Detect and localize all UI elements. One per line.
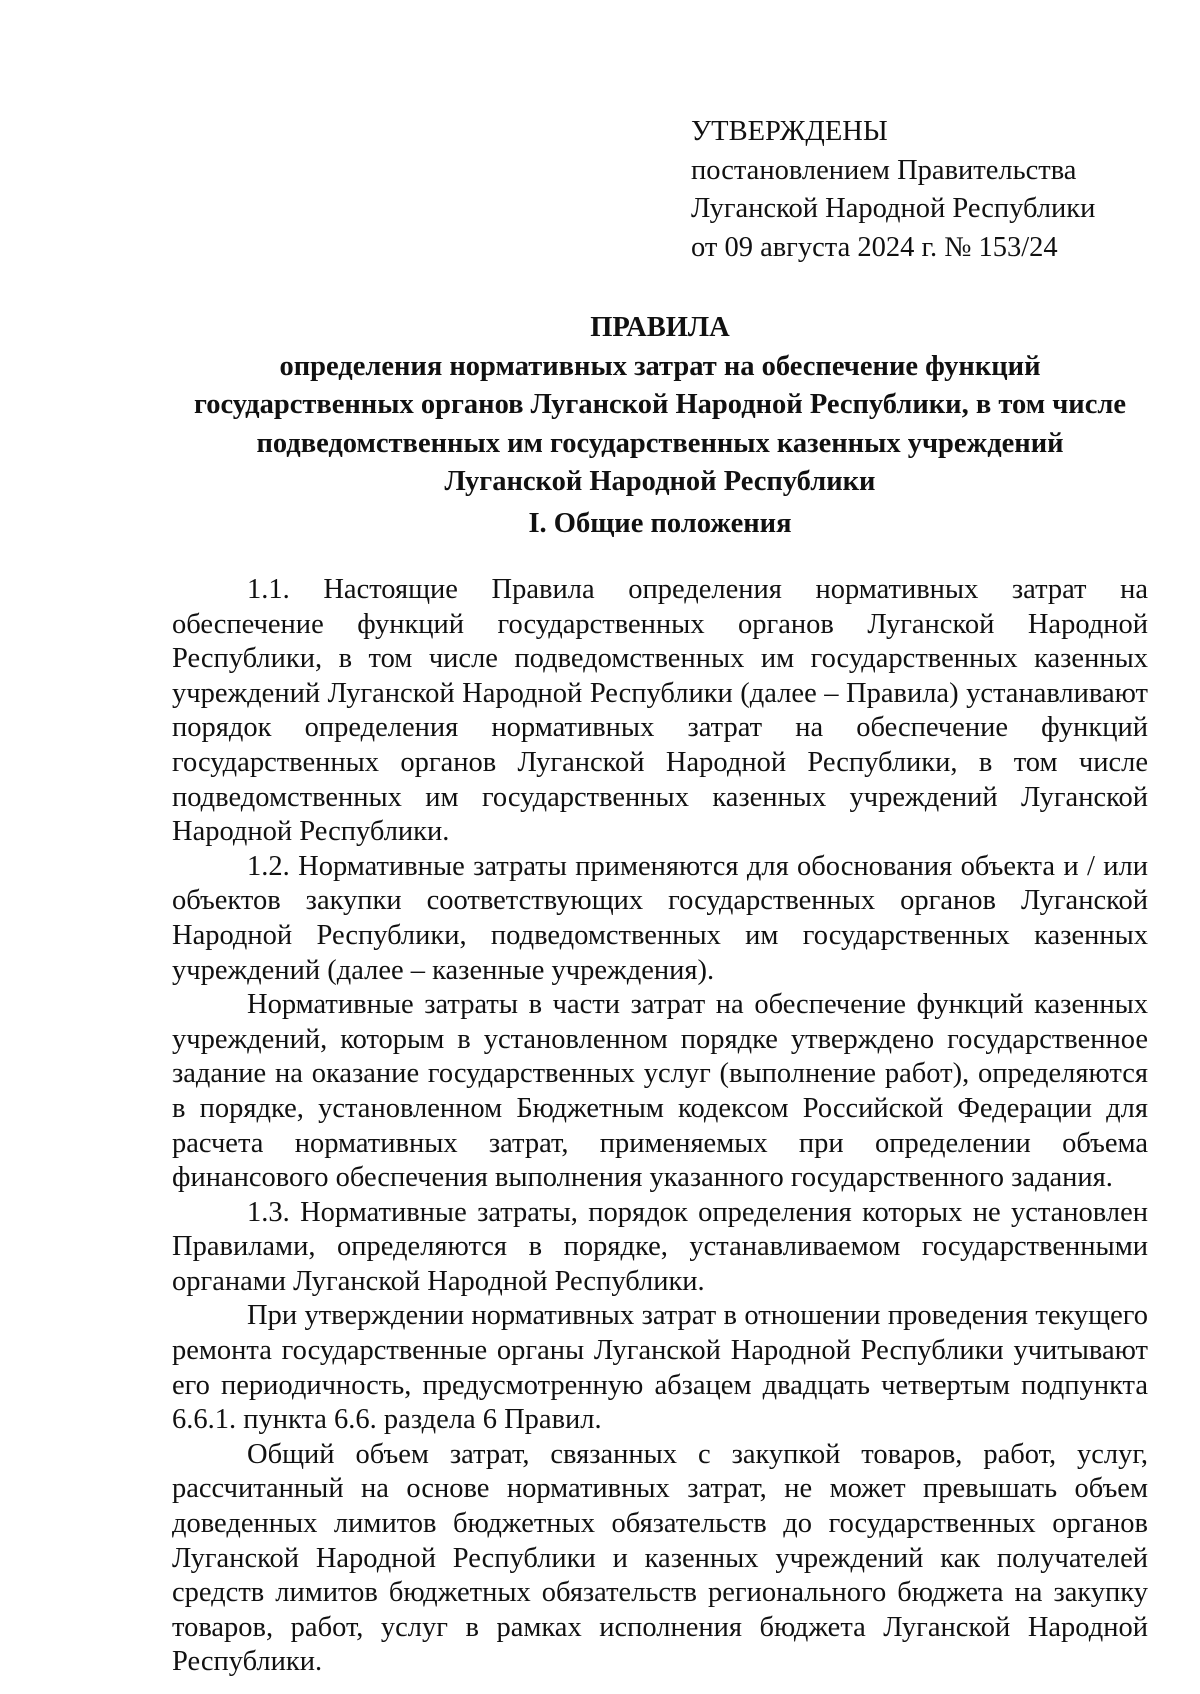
paragraph-1-3-total-costs: Общий объем затрат, связанных с закупкой товаров, работ, услуг, рассчитанный на основе нормативных затрат, не может превышать объем доведенных лимитов бюджетных обязательств до государственных органов Луганской Народной Республики и казенных учреждений как получателей средств лимитов бюджетных обязательств регионального бюджета на закупку товаров, работ, услуг в рамках исполнения бюджета Луганской Народной Республики. [172, 1438, 1148, 1678]
paragraph-1-1: 1.1. Настоящие Правила определения нормативных затрат на обеспечение функций государственных органов Луганской Народной Республики, в том числе подведомственных им государственных казенных учреждений Луганской Народной Республики (далее – Правила) устанавливают порядок определения нормативных затрат на обеспечение функций государственных органов Луганской Народной Республики, в том числе подведомственных им государственных казенных учреждений Луганской Народной Республики. [172, 574, 1148, 848]
paragraph-1-2: 1.2. Нормативные затраты применяются для обоснования объекта и / или объектов закупки соответствующих государственных органов Луганской Народной Республики, подведомственных им государственных казенных учреждений (далее – казенные учреждения). [172, 850, 1148, 986]
title-line-3: государственных органов Луганской Народной Республики, в том числе [193, 389, 1127, 420]
approval-decree-line: постановлением Правительства [691, 154, 1077, 186]
document-title [172, 309, 1148, 502]
paragraph-1-3: 1.3. Нормативные затраты, порядок определения которых не установлен Правилами, определяются в порядке, устанавливаемом государственными органами Луганской Народной Республики. [172, 1196, 1148, 1297]
document-body [172, 573, 1148, 1680]
title-line-2: определения нормативных затрат на обеспечение функций [279, 350, 1041, 382]
approval-heading: УТВЕРЖДЕНЫ [691, 116, 888, 147]
title-line-1: ПРАВИЛА [590, 312, 730, 343]
paragraph-1-2-continued: Нормативные затраты в части затрат на обеспечение функций казенных учреждений, которым в установленном порядке утверждено государственное задание на оказание государственных услуг (выполнение работ), определяются в порядке, установленном Бюджетным кодексом Российской Федерации для расчета нормативных затрат, применяемых при определении объема финансового обеспечения выполнения указанного государственного задания. [172, 989, 1148, 1194]
paragraph-1-3-repair: При утверждении нормативных затрат в отношении проведения текущего ремонта государственные органы Луганской Народной Республики учитывают его периодичность, предусмотренную абзацем двадцать четвертым подпункта 6.6.1. пункта 6.6. раздела 6 Правил. [172, 1300, 1148, 1436]
title-line-4: подведомственных им государственных казенных учреждений [256, 427, 1064, 459]
title-line-5: Луганской Народной Республики [444, 466, 876, 497]
approval-government-line: Луганской Народной Республики [691, 193, 1096, 224]
approval-date-number: от 09 августа 2024 г. № 153/24 [691, 231, 1058, 263]
section-heading: I. Общие положения [528, 508, 792, 539]
approval-stamp-block [691, 113, 1171, 267]
